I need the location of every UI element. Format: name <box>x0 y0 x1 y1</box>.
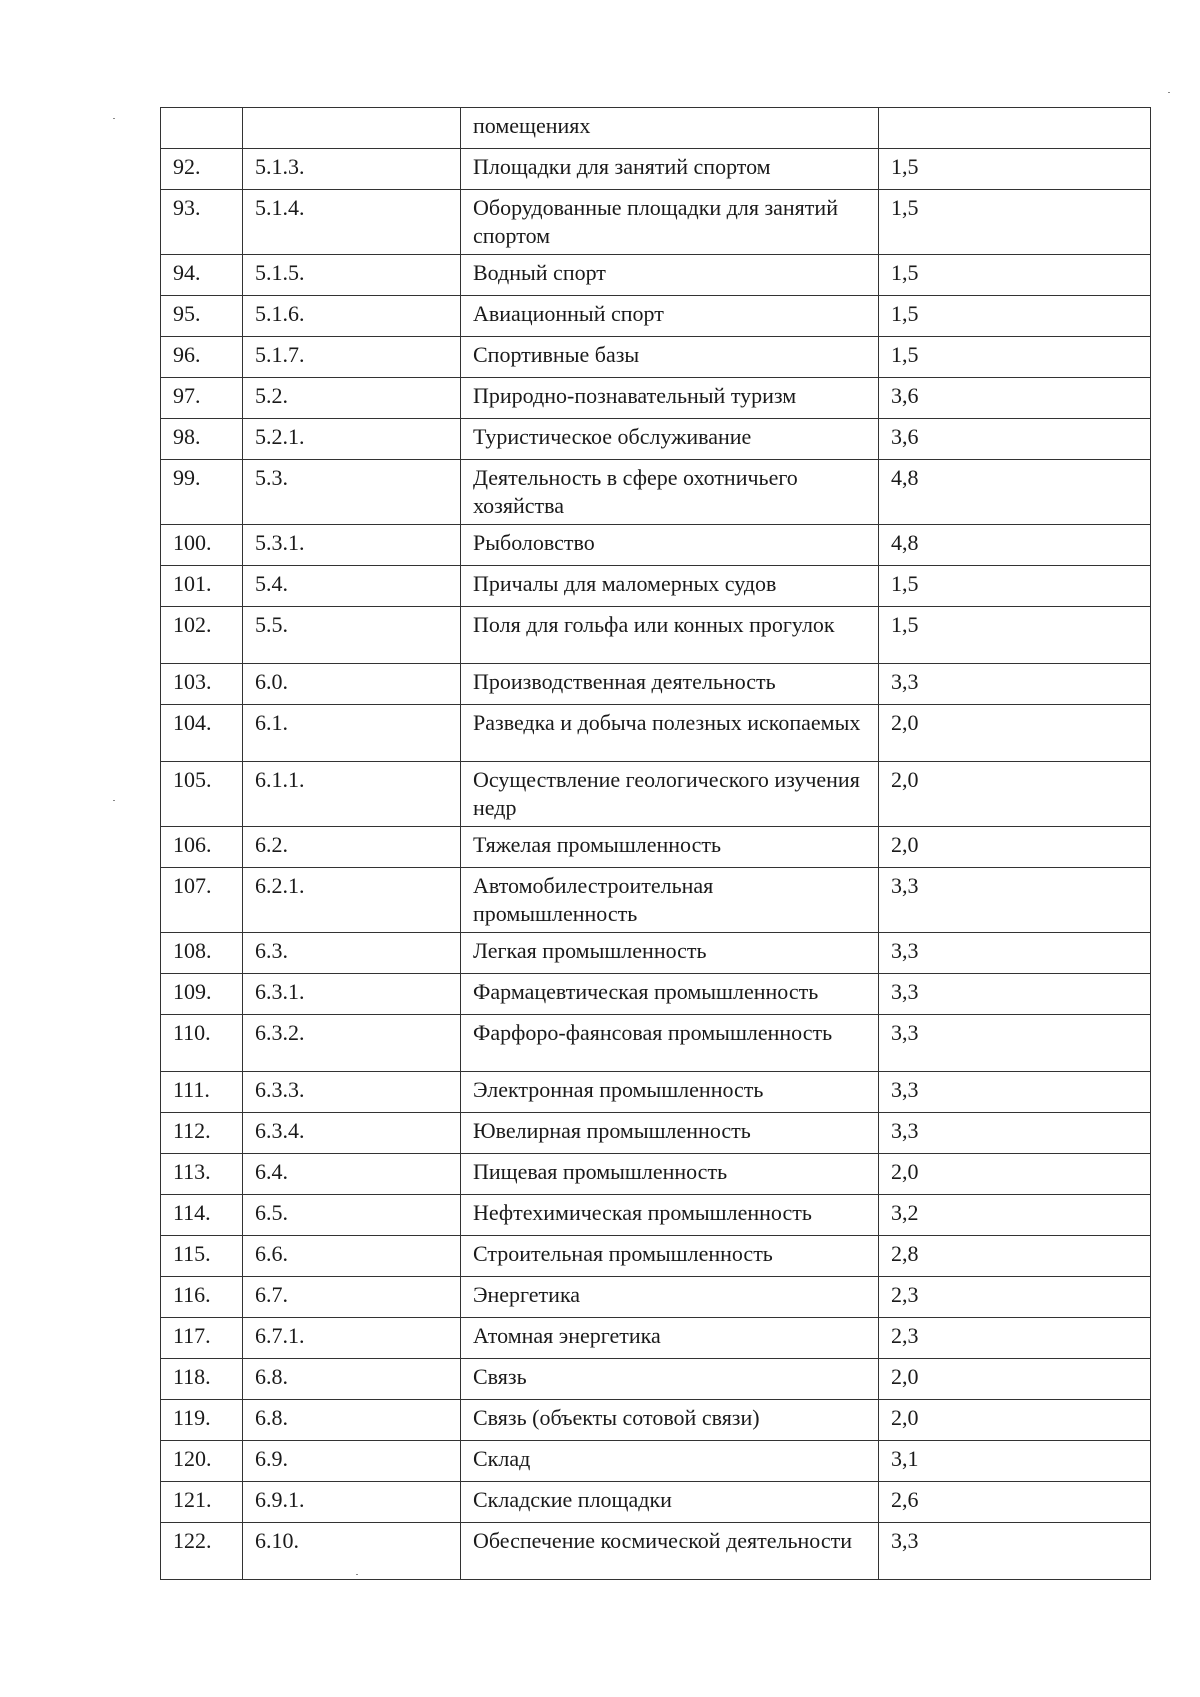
table-row <box>161 419 1151 460</box>
table-row <box>161 1523 1151 1580</box>
code-cell: 5.1.5. <box>243 255 461 296</box>
row-number-cell: 122. <box>161 1523 243 1580</box>
row-number-cell: 95. <box>161 296 243 337</box>
row-number-cell: 93. <box>161 190 243 255</box>
row-number-cell: 120. <box>161 1441 243 1482</box>
table-row <box>161 664 1151 705</box>
name-cell: Деятельность в сфере охотничьего хозяйства <box>461 460 879 525</box>
row-number-cell: 116. <box>161 1277 243 1318</box>
table-row <box>161 149 1151 190</box>
table-row <box>161 566 1151 607</box>
coefficient-cell: 1,5 <box>879 607 1151 664</box>
code-cell: 6.1. <box>243 705 461 762</box>
name-cell: Склад <box>461 1441 879 1482</box>
code-cell: 6.3. <box>243 933 461 974</box>
coefficient-cell: 2,8 <box>879 1236 1151 1277</box>
name-cell: Авиационный спорт <box>461 296 879 337</box>
code-cell: 5.5. <box>243 607 461 664</box>
table-row <box>161 974 1151 1015</box>
row-number-cell: 121. <box>161 1482 243 1523</box>
code-cell: 5.2. <box>243 378 461 419</box>
coefficient-cell: 3,2 <box>879 1195 1151 1236</box>
row-number-cell: 112. <box>161 1113 243 1154</box>
code-cell: 6.3.3. <box>243 1072 461 1113</box>
coefficient-cell: 2,6 <box>879 1482 1151 1523</box>
name-cell: Автомобилестроительная промышленность <box>461 868 879 933</box>
name-cell: Осуществление геологического изучения недр <box>461 762 879 827</box>
coefficient-cell: 2,3 <box>879 1318 1151 1359</box>
name-cell: Обеспечение космической деятельности <box>461 1523 879 1580</box>
table-row <box>161 460 1151 525</box>
table-row <box>161 1277 1151 1318</box>
name-cell: Складские площадки <box>461 1482 879 1523</box>
table-row <box>161 337 1151 378</box>
code-cell: 6.3.2. <box>243 1015 461 1072</box>
land-use-coefficient-table <box>160 107 1151 1580</box>
row-number-cell: 119. <box>161 1400 243 1441</box>
code-cell: 6.5. <box>243 1195 461 1236</box>
row-number-cell: 103. <box>161 664 243 705</box>
code-cell: 6.9.1. <box>243 1482 461 1523</box>
row-number-cell: 98. <box>161 419 243 460</box>
name-cell: Связь (объекты сотовой связи) <box>461 1400 879 1441</box>
code-cell: 5.4. <box>243 566 461 607</box>
name-cell: Природно-познавательный туризм <box>461 378 879 419</box>
name-cell: Спортивные базы <box>461 337 879 378</box>
code-cell: 6.9. <box>243 1441 461 1482</box>
row-number-cell: 110. <box>161 1015 243 1072</box>
table-row <box>161 296 1151 337</box>
coefficient-cell: 3,3 <box>879 868 1151 933</box>
table-row <box>161 1072 1151 1113</box>
code-cell: 5.1.6. <box>243 296 461 337</box>
row-number-cell: 102. <box>161 607 243 664</box>
name-cell: Связь <box>461 1359 879 1400</box>
table-row <box>161 933 1151 974</box>
row-number-cell: 101. <box>161 566 243 607</box>
coefficient-cell: 1,5 <box>879 149 1151 190</box>
table-row <box>161 762 1151 827</box>
code-cell: 5.1.3. <box>243 149 461 190</box>
table-row <box>161 1359 1151 1400</box>
row-number-cell: 107. <box>161 868 243 933</box>
coefficient-cell: 1,5 <box>879 296 1151 337</box>
table-row <box>161 190 1151 255</box>
row-number-cell: 92. <box>161 149 243 190</box>
coefficient-cell: 1,5 <box>879 255 1151 296</box>
table-row <box>161 1400 1151 1441</box>
row-number-cell: 106. <box>161 827 243 868</box>
name-cell: Причалы для маломерных судов <box>461 566 879 607</box>
table-row <box>161 705 1151 762</box>
row-number-cell: 94. <box>161 255 243 296</box>
table-row <box>161 255 1151 296</box>
table-row <box>161 827 1151 868</box>
code-cell: 6.7.1. <box>243 1318 461 1359</box>
coefficient-cell: 3,3 <box>879 1523 1151 1580</box>
row-number-cell: 108. <box>161 933 243 974</box>
code-cell: 6.0. <box>243 664 461 705</box>
name-cell: Разведка и добыча полезных ископаемых <box>461 705 879 762</box>
coefficient-cell: 3,6 <box>879 378 1151 419</box>
code-cell: 6.6. <box>243 1236 461 1277</box>
table-row <box>161 1113 1151 1154</box>
name-cell: Производственная деятельность <box>461 664 879 705</box>
code-cell: 6.8. <box>243 1400 461 1441</box>
coefficient-cell: 3,3 <box>879 1113 1151 1154</box>
code-cell: 5.3. <box>243 460 461 525</box>
table-row <box>161 1441 1151 1482</box>
table-row <box>161 1015 1151 1072</box>
table-row <box>161 108 1151 149</box>
table-row <box>161 1482 1151 1523</box>
coefficient-cell: 2,0 <box>879 1359 1151 1400</box>
coefficient-cell: 1,5 <box>879 337 1151 378</box>
name-cell: Ювелирная промышленность <box>461 1113 879 1154</box>
name-cell: Фармацевтическая промышленность <box>461 974 879 1015</box>
code-cell: 6.4. <box>243 1154 461 1195</box>
code-cell: 6.2.1. <box>243 868 461 933</box>
name-cell: Тяжелая промышленность <box>461 827 879 868</box>
coefficient-cell: 2,0 <box>879 1154 1151 1195</box>
scan-speck <box>113 118 115 119</box>
name-cell: Поля для гольфа или конных прогулок <box>461 607 879 664</box>
name-cell: Рыболовство <box>461 525 879 566</box>
row-number-cell: 113. <box>161 1154 243 1195</box>
scan-speck <box>356 1574 358 1575</box>
table-row <box>161 525 1151 566</box>
coefficient-cell: 2,0 <box>879 827 1151 868</box>
name-cell: Легкая промышленность <box>461 933 879 974</box>
table-row <box>161 607 1151 664</box>
code-cell: 6.7. <box>243 1277 461 1318</box>
name-cell: Водный спорт <box>461 255 879 296</box>
coefficient-cell: 3,3 <box>879 1072 1151 1113</box>
coefficient-cell: 3,1 <box>879 1441 1151 1482</box>
name-cell: Туристическое обслуживание <box>461 419 879 460</box>
row-number-cell: 105. <box>161 762 243 827</box>
coefficient-cell: 1,5 <box>879 566 1151 607</box>
code-cell: 5.2.1. <box>243 419 461 460</box>
code-cell: 5.3.1. <box>243 525 461 566</box>
name-cell: Площадки для занятий спортом <box>461 149 879 190</box>
name-cell: Нефтехимическая промышленность <box>461 1195 879 1236</box>
row-number-cell: 117. <box>161 1318 243 1359</box>
row-number-cell: 104. <box>161 705 243 762</box>
row-number-cell: 109. <box>161 974 243 1015</box>
row-number-cell: 111. <box>161 1072 243 1113</box>
coefficient-cell: 3,3 <box>879 664 1151 705</box>
name-cell: Атомная энергетика <box>461 1318 879 1359</box>
name-cell: Пищевая промышленность <box>461 1154 879 1195</box>
table-row <box>161 378 1151 419</box>
code-cell: 6.10. <box>243 1523 461 1580</box>
table-row <box>161 1318 1151 1359</box>
coefficient-cell: 4,8 <box>879 525 1151 566</box>
row-number-cell: 99. <box>161 460 243 525</box>
row-number-cell: 114. <box>161 1195 243 1236</box>
table-row <box>161 1154 1151 1195</box>
table-row <box>161 1195 1151 1236</box>
coefficient-cell: 4,8 <box>879 460 1151 525</box>
table-row <box>161 868 1151 933</box>
code-cell: 6.3.4. <box>243 1113 461 1154</box>
code-cell: 6.3.1. <box>243 974 461 1015</box>
coefficient-cell: 3,3 <box>879 933 1151 974</box>
coefficient-cell: 3,3 <box>879 974 1151 1015</box>
code-cell <box>243 108 461 149</box>
code-cell: 5.1.4. <box>243 190 461 255</box>
coefficient-cell: 2,0 <box>879 1400 1151 1441</box>
name-cell: помещениях <box>461 108 879 149</box>
row-number-cell <box>161 108 243 149</box>
code-cell: 6.8. <box>243 1359 461 1400</box>
coefficient-cell: 2,0 <box>879 762 1151 827</box>
coefficient-cell: 2,0 <box>879 705 1151 762</box>
code-cell: 6.2. <box>243 827 461 868</box>
name-cell: Фарфоро-фаянсовая промышленность <box>461 1015 879 1072</box>
row-number-cell: 97. <box>161 378 243 419</box>
coefficient-cell: 3,6 <box>879 419 1151 460</box>
coefficient-cell: 3,3 <box>879 1015 1151 1072</box>
table-row <box>161 1236 1151 1277</box>
table-body <box>161 108 1151 1580</box>
scan-speck <box>113 800 115 801</box>
name-cell: Электронная промышленность <box>461 1072 879 1113</box>
coefficient-cell: 2,3 <box>879 1277 1151 1318</box>
row-number-cell: 100. <box>161 525 243 566</box>
row-number-cell: 96. <box>161 337 243 378</box>
name-cell: Энергетика <box>461 1277 879 1318</box>
code-cell: 6.1.1. <box>243 762 461 827</box>
scan-speck <box>1168 92 1170 93</box>
coefficient-cell: 1,5 <box>879 190 1151 255</box>
code-cell: 5.1.7. <box>243 337 461 378</box>
coefficient-cell <box>879 108 1151 149</box>
name-cell: Оборудованные площадки для занятий спортом <box>461 190 879 255</box>
row-number-cell: 118. <box>161 1359 243 1400</box>
name-cell: Строительная промышленность <box>461 1236 879 1277</box>
row-number-cell: 115. <box>161 1236 243 1277</box>
